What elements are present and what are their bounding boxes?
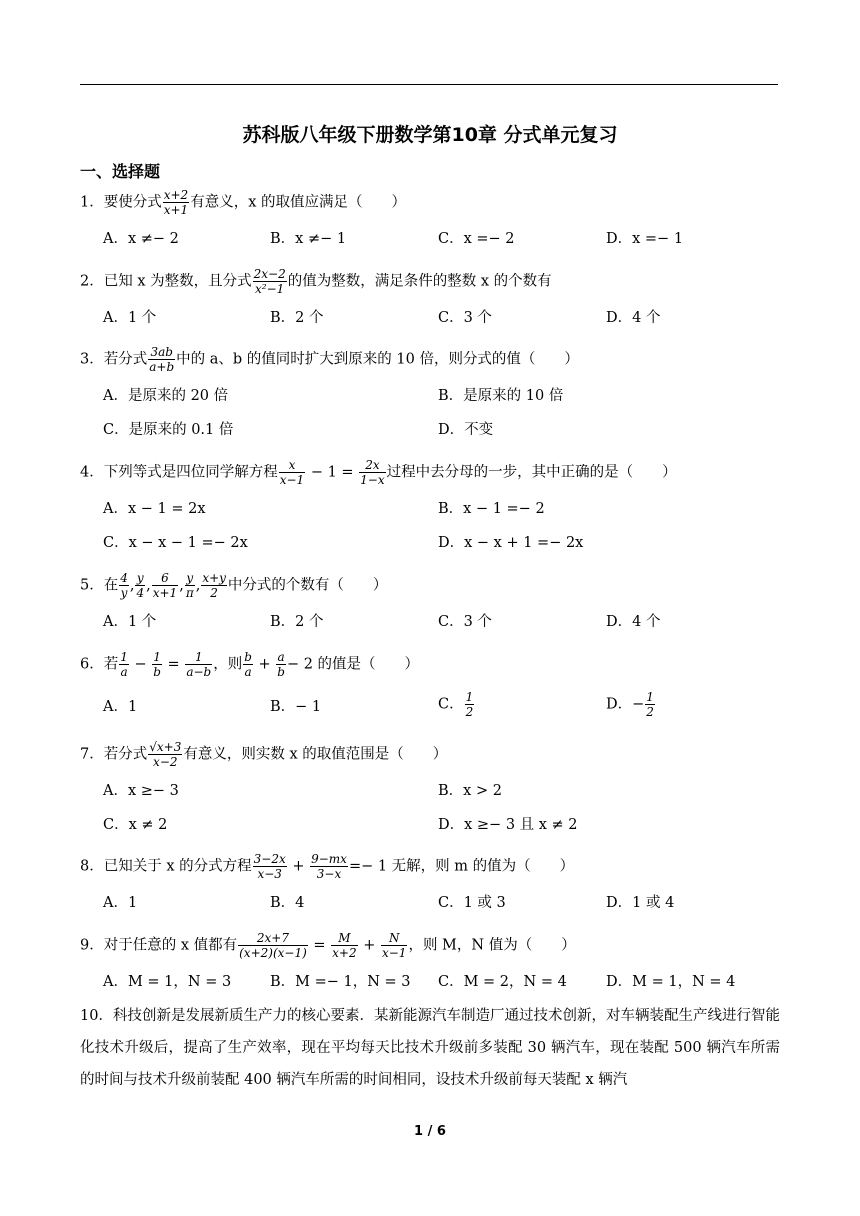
fraction: $\frac{3-2x}{x-3}$ [253, 852, 286, 881]
question-8: 8．已知关于 x 的分式方程 $\frac{3-2x}{x-3}$ + $\frac{9-mx}{3-x}$ =− 1 无解，则 m 的值为（ ） [80, 852, 575, 881]
fraction: $\frac{x+y}{2}$ [202, 571, 226, 600]
fraction: $\frac{2x}{1-x}$ [360, 458, 385, 487]
option-c[interactable]: C．3 个 [438, 310, 492, 326]
question-1: 1．要使分式 $\frac{x+2}{x+1}$ 有意义，x 的取值应满足（ ） [80, 188, 406, 217]
option-b[interactable]: B．x − 1 =− 2 [438, 501, 545, 517]
option-c[interactable]: C．x − x − 1 =− 2x [103, 535, 248, 551]
option-c[interactable]: C．是原来的 0.1 倍 [103, 422, 234, 438]
option-a[interactable]: A．x ≥− 3 [103, 783, 179, 799]
question-3: 3．若分式 $\frac{3ab}{a+b}$ 中的 a、b 的值同时扩大到原来的 10 倍，则分式的值（ ） [80, 345, 579, 374]
option-a[interactable]: A．M = 1，N = 3 [103, 974, 232, 990]
option-c[interactable]: C．x =− 2 [438, 231, 515, 247]
fraction: $\frac{2x-2}{\text{x²−1}}$ [253, 267, 286, 296]
question-7: 7．若分式 $\frac{√x+3}{x-2}$ 有意义，则实数 x 的取值范围是（ ） [80, 740, 448, 769]
option-c[interactable]: C．M = 2，N = 4 [438, 974, 567, 990]
fraction: $\frac{2x+7}{(x+2)(x-1)}$ [239, 931, 307, 960]
option-b[interactable]: B．− 1 [270, 699, 322, 715]
fraction: $\frac{3ab}{a+b}$ [149, 345, 175, 374]
question-9: 9．对于任意的 x 值都有 $\frac{2x+7}{(x+2)(x-1)}$ = $\frac{M}{x+2}$ + $\frac{N}{x-1}$ ，则 M，N 值为（ ） [80, 931, 576, 960]
fraction: $\frac{√x+3}{x-2}$ [149, 740, 182, 769]
option-d[interactable]: D．x − x + 1 =− 2x [438, 535, 584, 551]
option-a[interactable]: A．x ≠− 2 [103, 231, 179, 247]
question-4: 4．下列等式是四位同学解方程 $\frac{x}{x-1}$ − 1 = $\frac{2x}{1-x}$ 过程中去分母的一步，其中正确的是（ ） [80, 458, 677, 487]
option-a[interactable]: A．1 个 [103, 614, 157, 630]
page-title: 苏科版八年级下册数学第10章 分式单元复习 [242, 124, 618, 146]
fraction: $\frac{y}{4}$ [136, 571, 145, 600]
option-d[interactable]: D．4 个 [606, 310, 661, 326]
option-a[interactable]: A．1 [103, 895, 138, 911]
option-d[interactable]: D．− $\frac{1}{2}$ [606, 690, 654, 719]
option-b[interactable]: B．x ≠− 1 [270, 231, 347, 247]
option-d[interactable]: D．x ≥− 3 且 x ≠ 2 [438, 817, 578, 833]
fraction: $\frac{x+2}{x+1}$ [163, 188, 189, 217]
header-rule [80, 84, 778, 85]
option-a[interactable]: A．1 个 [103, 310, 157, 326]
option-a[interactable]: A．是原来的 20 倍 [103, 388, 229, 404]
question-10: 10．科技创新是发展新质生产力的核心要素．某新能源汽车制造厂通过技术创新，对车辆装配生产线进行智能化技术升级后，提高了生产效率，现在平均每天比技术升级前多装配 30 辆汽车，现在装配 500 辆汽车所需的时间与技术升级前装配 400 辆汽车所需的时间相同，设技术升级前每天装配 x 辆汽 [80, 1008, 780, 1088]
option-c[interactable]: C． $\frac{1}{2}$ [438, 690, 474, 719]
option-d[interactable]: D．1 或 4 [606, 895, 675, 911]
option-b[interactable]: B．是原来的 10 倍 [438, 388, 564, 404]
fraction: $\frac{6}{x+1}$ [152, 571, 178, 600]
option-c[interactable]: C．1 或 3 [438, 895, 506, 911]
question-6: 6．若 $\frac{1}{a}$ − $\frac{1}{b}$ = $\frac{1}{a-b}$ ，则 $\frac{b}{a}$ + $\frac{a}{b}$ − 2 的值是（ ） [80, 650, 420, 679]
option-c[interactable]: C．x ≠ 2 [103, 817, 168, 833]
option-b[interactable]: B．M =− 1，N = 3 [270, 974, 411, 990]
section-heading: 一、选择题 [80, 162, 161, 181]
option-b[interactable]: B．2 个 [270, 310, 324, 326]
option-b[interactable]: B．x > 2 [438, 783, 502, 799]
page-number: 1 / 6 [414, 1124, 446, 1139]
option-b[interactable]: B．4 [270, 895, 305, 911]
fraction: $\frac{4}{y}$ [120, 571, 128, 600]
question-5: 5．在 $\frac{4}{y}$ , $\frac{y}{4}$ , $\frac{6}{x+1}$ , $\frac{y}{\pi}$ , $\frac{x+y}{2}$ 中分式的个数有（ ） [80, 571, 388, 600]
option-d[interactable]: D．4 个 [606, 614, 661, 630]
option-b[interactable]: B．2 个 [270, 614, 324, 630]
option-d[interactable]: D．M = 1，N = 4 [606, 974, 736, 990]
fraction: $\frac{N}{x-1}$ [381, 931, 407, 960]
option-d[interactable]: D．x =− 1 [606, 231, 684, 247]
option-c[interactable]: C．3 个 [438, 614, 492, 630]
question-2: 2．已知 x 为整数，且分式 $\frac{2x-2}{\text{x²−1}}$ 的值为整数，满足条件的整数 x 的个数有 [80, 267, 552, 296]
option-a[interactable]: A．x − 1 = 2x [103, 501, 206, 517]
fraction: $\frac{M}{x+2}$ [332, 931, 357, 960]
option-a[interactable]: A．1 [103, 699, 138, 715]
fraction: $\frac{9-mx}{3-x}$ [311, 852, 347, 881]
fraction: $\frac{x}{x-1}$ [279, 458, 305, 487]
fraction: $\frac{y}{\pi}$ [185, 571, 194, 600]
option-d[interactable]: D．不变 [438, 422, 494, 438]
